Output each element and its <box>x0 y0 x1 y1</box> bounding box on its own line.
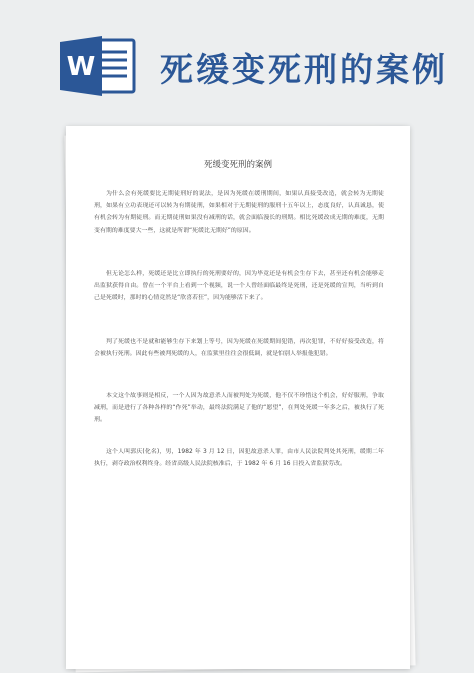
paragraph: 但无论怎么样，死缓还是比立即执行的死刑要好的，因为毕竟还是有机会生存下去，甚至还有机会能够走出监狱获得自由。曾在一个平台上看到一个视频，说一个人曾经面临最终是死刑，还是死缓的宣判，当听到自己是死缓时，那时的心情竟然是“欣喜若狂”，因为能够活下来了。 <box>94 271 384 302</box>
paragraph: 本文这个故事则是相反，一个人因为故意杀人而被判处为死缓，他不仅不珍惜这个机会，好好服刑，争取减刑，而是进行了各种各样的“作死”举动，最终法院满足了他的“愿望”，在判处死缓一年多之后，被执行了死刑。 <box>94 393 384 424</box>
banner-title: 死缓变死刑的案例 <box>160 50 448 89</box>
word-icon <box>60 34 138 98</box>
svg-text:W: W <box>66 52 96 82</box>
header-banner <box>0 0 474 118</box>
document-title: 死缓变死刑的案例 <box>203 160 272 170</box>
paragraph: 这个人叫郭庆(化名)，男，1982 年 3 月 12 日，因犯故意杀人罪，由市人民法院判处其死刑，缓期二年执行，剥夺政治权利终身。经省高级人民法院核准后，于 1982 年 6 月 16 日投入省监狱劳改。 <box>94 449 384 468</box>
document-page <box>66 126 410 669</box>
paragraph: 判了死缓也不是就和能够生存下来划上等号，因为死缓在死缓期间犯错，再次犯罪，不好好接受改造，将会被执行死刑。因此有些被判死缓的人，在监狱里往往会很低调，就是怕别人举报他犯错。 <box>94 339 384 358</box>
paragraph: 为什么会有死缓要比无期徒刑好的说法，是因为死缓在缓刑期间，如果认真接受改造，就会转为无期徒刑，如果有立功表现还可以转为有期徒刑，如果相对于无期徒刑的服刑十五年以上，态度良好，认真诚恳，使有机会转为有期徒刑。而无期徒刑如果没有减刑的话，就会面临漫长的刑期。相比死缓改成无期的难度，无期变有期的难度要大一些，这就是所谓“死缓比无期好”的原因。 <box>94 191 384 234</box>
